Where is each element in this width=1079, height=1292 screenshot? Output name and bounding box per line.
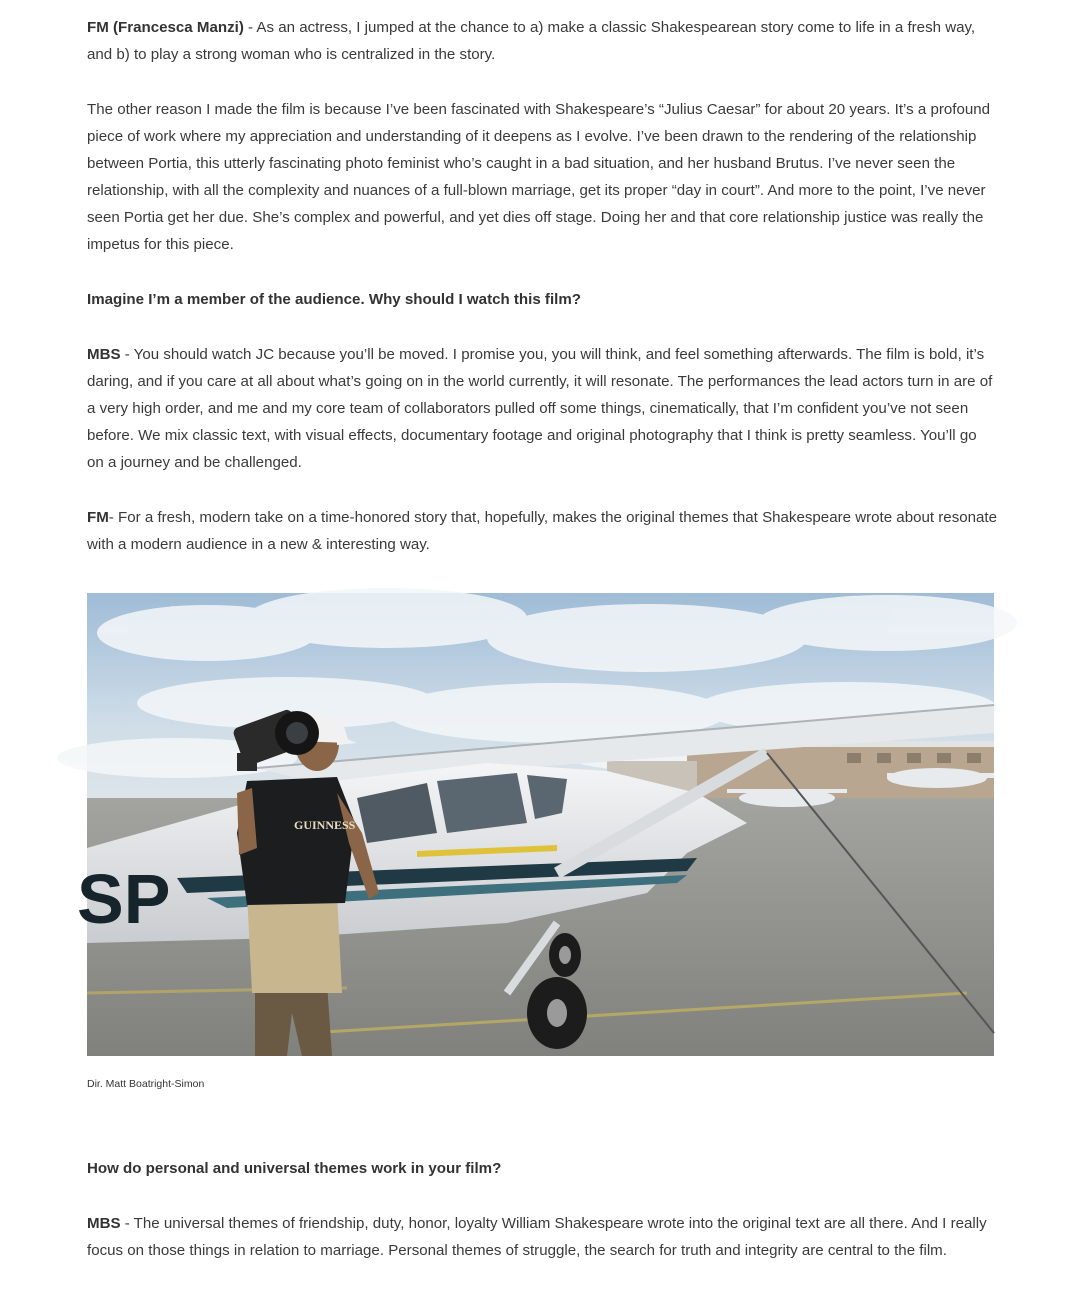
answer-paragraph-mbs-2: [87, 1210, 997, 1264]
answer-paragraph-fm-1: [87, 14, 997, 68]
shirt-logo-text: GUINNESS: [294, 818, 356, 832]
interview-question: How do personal and universal themes work in your film?: [87, 1160, 502, 1177]
speaker-label: MBS: [87, 346, 121, 363]
answer-paragraph-continued: [87, 96, 997, 258]
speaker-label: FM (Francesca Manzi): [87, 19, 244, 36]
photo-caption: Dir. Matt Boatright-Simon: [87, 1078, 205, 1090]
answer-text: - For a fresh, modern take on a time-honored story that, hopefully, makes the original themes that Shakespeare wrote about resonate with a modern audience in a new & interesting way.: [87, 509, 998, 553]
answer-paragraph-mbs-1: [87, 341, 997, 476]
answer-text: The other reason I made the film is because I’ve been fascinated with Shakespeare’s “Julius Caesar” for about 20 years. It’s a profound piece of work where my appreciation and understanding of it deepens as I evolve. I’ve been drawn to the rendering of the relationship between Portia, this utterly fascinating photo feminist who’s caught in a bad situation, and her husband Brutus. I’ve never seen the relationship, with all the complexity and nuances of a full-blown marriage, get its proper “day in court”. And more to the point, I’ve never seen Portia get her due. She’s complex and powerful, and yet dies off stage. Doing her and that core relationship justice was really the impetus for this piece.: [87, 101, 991, 253]
answer-paragraph-fm-2: [87, 504, 997, 558]
article-photo: [77, 593, 994, 1056]
answer-text: - As an actress, I jumped at the chance to a) make a classic Shakespearean story come to life in a fresh way, and b) to play a strong woman who is centralized in the story.: [87, 19, 976, 63]
speaker-label: FM: [87, 509, 109, 526]
answer-text: - You should watch JC because you’ll be moved. I promise you, you will think, and feel something afterwards. The film is bold, it’s daring, and if you care at all about what’s going on in the world currently, it will resonate. The performances the lead actors turn in are of a very high order, and me and my core team of collaborators pulled off some things, cinematically, that I’m confident you’ve not seen before. We mix classic text, with visual effects, documentary footage and original photography that I think is pretty seamless. You’ll go on a journey and be challenged.: [87, 346, 993, 471]
interview-question: Imagine I’m a member of the audience. Why should I watch this film?: [87, 291, 581, 308]
speaker-label: MBS: [87, 1215, 121, 1232]
answer-text: - The universal themes of friendship, duty, honor, loyalty William Shakespeare wrote into the original text are all there. And I really focus on those things in relation to marriage. Personal themes of struggle, the search for truth and integrity are central to the film.: [87, 1215, 987, 1259]
tail-number-text: SP: [77, 860, 171, 938]
